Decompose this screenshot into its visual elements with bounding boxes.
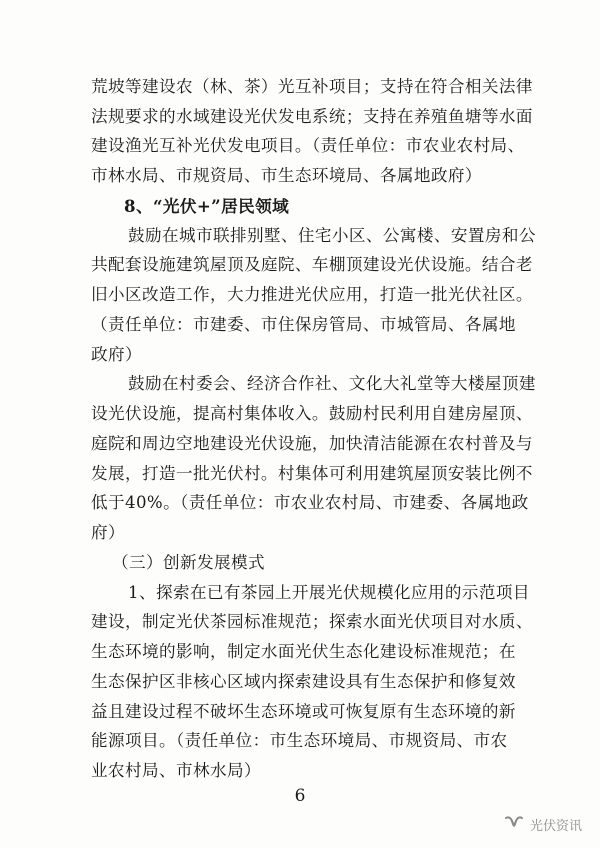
text-line: 府）	[91, 523, 125, 542]
text-line: 设光伏设施，提高村集体收入。鼓励村民利用自建房屋顶、	[91, 404, 533, 423]
text-line: 低于40%。（责任单位：市农业农村局、市建委、各属地政	[91, 493, 529, 512]
watermark-text: 光伏资讯	[529, 818, 582, 834]
page-number: 6	[294, 786, 306, 806]
text-line: 生态环境的影响，制定水面光伏生态化建设标准规范；在	[91, 642, 516, 661]
text-line: 法规要求的水域建设光伏发电系统；支持在养殖鱼塘等水面	[91, 107, 533, 126]
text-line: 1、探索在已有茶园上开展光伏规模化应用的示范项目	[128, 583, 530, 602]
text-line: 共配套设施建筑屋顶及庭院、车棚顶建设光伏设施。结合老	[91, 255, 533, 274]
watermark	[504, 813, 582, 835]
text-line: 业农村局、市林水局）	[91, 761, 261, 780]
text-line: 益且建设过程不破坏生态环境或可恢复原有生态环境的新	[91, 702, 516, 721]
text-line: 旧小区改造工作，大力推进光伏应用，打造一批光伏社区。	[91, 285, 533, 304]
text-line: 政府）	[91, 345, 142, 364]
wechat-channel-icon	[504, 815, 524, 833]
text-line: 庭院和周边空地建设光伏设施，加快清洁能源在农村普及与	[91, 434, 533, 453]
text-line: 建设，制定光伏茶园标准规范；探索水面光伏项目对水质、	[91, 612, 533, 631]
text-line: 市林水局、市规资局、市生态环境局、各属地政府）	[91, 166, 482, 185]
section-heading: 8、“光伏+”居民领域	[124, 196, 290, 216]
section-heading: （三）创新发展模式	[112, 553, 265, 572]
text-line: 鼓励在村委会、经济合作社、文化大礼堂等大楼屋顶建	[128, 374, 536, 393]
text-line: 鼓励在城市联排别墅、住宅小区、公寓楼、安置房和公	[128, 226, 536, 245]
text-line: 发展，打造一批光伏村。村集体可利用建筑屋顶安装比例不	[91, 464, 533, 483]
text-line: 能源项目。（责任单位：市生态环境局、市规资局、市农	[91, 731, 508, 750]
text-line: 生态保护区非核心区域内探索建设具有生态保护和修复效	[91, 672, 516, 691]
text-line: （责任单位：市建委、市住保房管局、市城管局、各属地	[91, 315, 516, 334]
text-line: 建设渔光互补光伏发电项目。（责任单位：市农业农村局、	[91, 136, 525, 155]
text-line: 荒坡等建设农（林、茶）光互补项目；支持在符合相关法律	[91, 77, 533, 96]
